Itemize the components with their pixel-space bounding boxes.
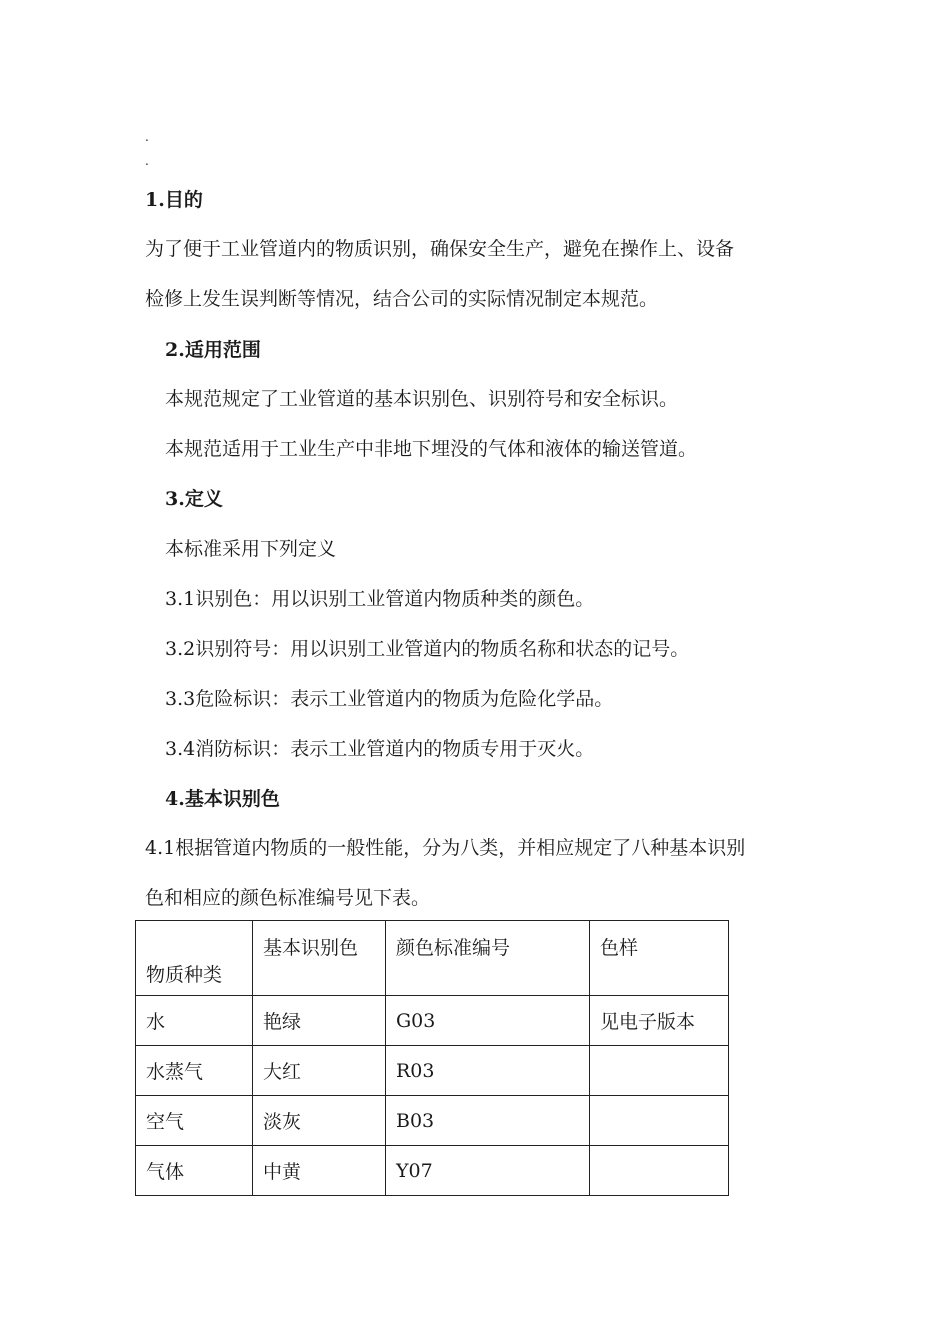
table-cell: B03	[386, 1096, 590, 1146]
table-cell: R03	[386, 1046, 590, 1096]
paragraph-line: 本规范规定了工业管道的基本识别色、识别符号和安全标识。	[165, 388, 679, 410]
table-cell: 艳绿	[253, 996, 386, 1046]
paragraph-line: 色和相应的颜色标准编号见下表。	[145, 887, 431, 909]
table-cell: 空气	[136, 1096, 253, 1146]
paragraph-line: 4.1根据管道内物质的一般性能，分为八类，并相应规定了八种基本识别	[145, 837, 746, 859]
table-row	[136, 1146, 729, 1196]
section-heading: 4.基本识别色	[165, 788, 280, 810]
table-cell: 大红	[253, 1046, 386, 1096]
paragraph-line: 为了便于工业管道内的物质识别，确保安全生产，避免在操作上、设备	[145, 238, 735, 260]
table-cell: 气体	[136, 1146, 253, 1196]
table-cell: 见电子版本	[590, 996, 729, 1046]
definition-line: 3.4消防标识：表示工业管道内的物质专用于灭火。	[165, 738, 595, 760]
paragraph-line: 本规范适用于工业生产中非地下埋没的气体和液体的输送管道。	[165, 438, 698, 460]
color-table	[135, 920, 729, 1196]
table-header-row	[136, 921, 729, 996]
header-cell: 色样	[590, 921, 729, 996]
table-row	[136, 996, 729, 1046]
table-cell	[590, 1046, 729, 1096]
definition-line: 3.3危险标识：表示工业管道内的物质为危险化学品。	[165, 688, 614, 710]
mark: .	[145, 154, 149, 168]
table-cell: 水	[136, 996, 253, 1046]
table-cell: 水蒸气	[136, 1046, 253, 1096]
table-row	[136, 1096, 729, 1146]
table-cell: Y07	[386, 1146, 590, 1196]
header-cell: 物质种类	[136, 921, 253, 996]
table-cell: 中黄	[253, 1146, 386, 1196]
paragraph-line: 检修上发生误判断等情况，结合公司的实际情况制定本规范。	[145, 288, 659, 310]
paragraph-line: 本标准采用下列定义	[165, 538, 337, 560]
section-heading: 2.适用范围	[165, 339, 261, 361]
table-cell	[590, 1096, 729, 1146]
header-cell: 颜色标准编号	[386, 921, 590, 996]
table-cell: 淡灰	[253, 1096, 386, 1146]
section-heading: 1.目的	[145, 189, 203, 211]
definition-line: 3.1识别色：用以识别工业管道内物质种类的颜色。	[165, 588, 595, 610]
table-cell	[590, 1146, 729, 1196]
definition-line: 3.2识别符号：用以识别工业管道内的物质名称和状态的记号。	[165, 638, 690, 660]
section-heading: 3.定义	[165, 488, 223, 510]
table-cell: G03	[386, 996, 590, 1046]
table-row	[136, 1046, 729, 1096]
mark: .	[145, 130, 149, 144]
header-cell: 基本识别色	[253, 921, 386, 996]
